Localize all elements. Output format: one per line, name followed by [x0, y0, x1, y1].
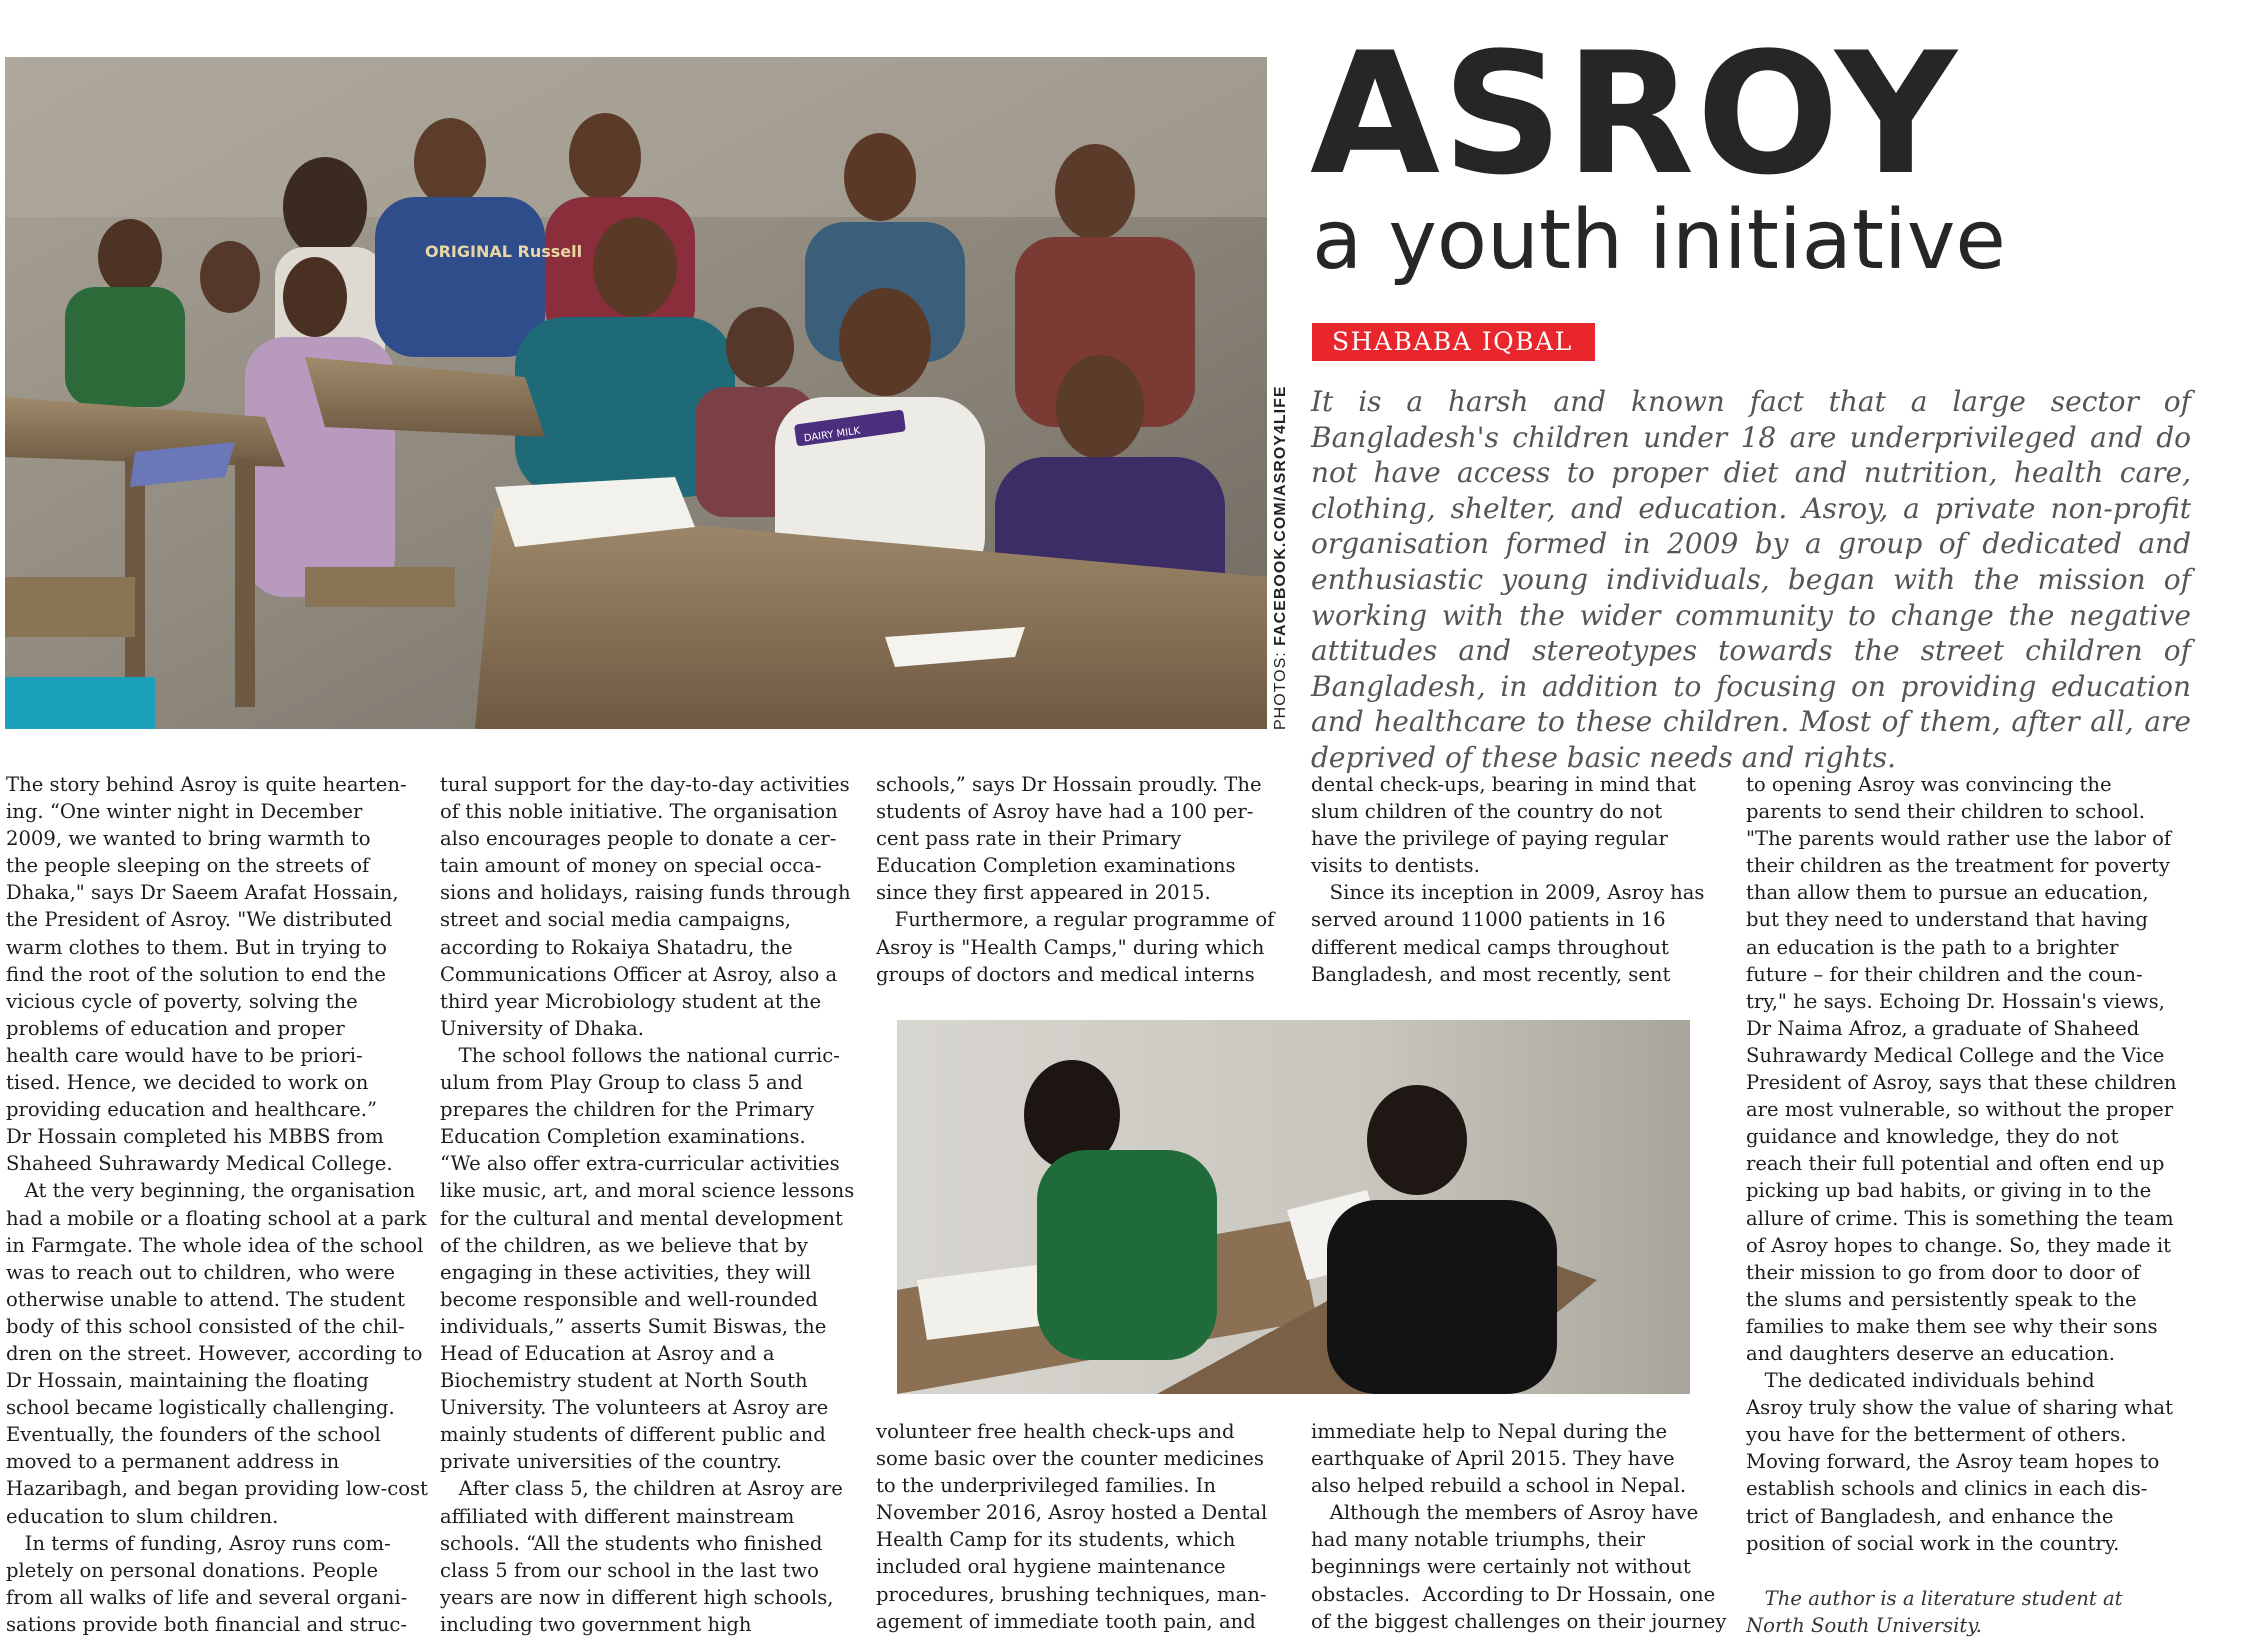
- body-line: “We also offer extra-curricular activities: [440, 1152, 840, 1176]
- body-line: Dr Hossain completed his MBBS from: [6, 1125, 384, 1149]
- body-line: warm clothes to them. But in trying to: [6, 935, 387, 959]
- body-line: sations provide both financial and struc-: [6, 1612, 408, 1636]
- body-line: volunteer free health check-ups and: [876, 1420, 1235, 1443]
- body-line: The school follows the national curric-: [440, 1043, 840, 1067]
- body-line: of the children, as we believe that by: [440, 1233, 808, 1257]
- body-line: groups of doctors and medical interns: [876, 962, 1255, 986]
- body-line: guidance and knowledge, they do not: [1746, 1125, 2119, 1149]
- body-line: families to make them see why their sons: [1746, 1314, 2158, 1338]
- body-column-4-top: [1311, 771, 1741, 1001]
- body-line: Education Completion examinations: [876, 854, 1236, 878]
- body-line: private universities of the country.: [440, 1450, 783, 1474]
- body-line: slum children of the country do not: [1311, 800, 1663, 824]
- body-line: After class 5, the children at Asroy are: [440, 1477, 843, 1501]
- body-line: health care would have to be priori-: [6, 1043, 363, 1067]
- body-line: procedures, brushing techniques, man-: [876, 1582, 1267, 1606]
- body-column-4-bottom: [1311, 1418, 1741, 1648]
- body-line: sions and holidays, raising funds through: [440, 881, 851, 905]
- body-line: In terms of funding, Asroy runs com-: [6, 1531, 391, 1555]
- body-line: their children as the treatment for poverty: [1746, 854, 2170, 878]
- secondary-photo-illustration: [897, 1020, 1690, 1394]
- body-line: tain amount of money on special occa-: [440, 854, 822, 878]
- article-subheadline: a youth initiative: [1312, 193, 2006, 288]
- body-line: become responsible and well-rounded: [440, 1287, 818, 1311]
- body-line: find the root of the solution to end the: [6, 962, 386, 986]
- photo-credit-label: PHOTOS:: [1272, 645, 1289, 730]
- body-line: cent pass rate in their Primary: [876, 827, 1182, 851]
- article-headline: ASROY: [1310, 16, 1959, 212]
- body-column-5: [1746, 771, 2246, 1571]
- body-line: education to slum children.: [6, 1504, 279, 1528]
- main-photo: [5, 57, 1267, 729]
- photo-credit: [1272, 385, 1300, 730]
- body-line: you have for the betterment of others.: [1746, 1423, 2127, 1447]
- body-line: dental check-ups, bearing in mind that: [1311, 773, 1697, 796]
- body-line: students of Asroy have had a 100 per-: [876, 800, 1254, 824]
- body-line: earthquake of April 2015. They have: [1311, 1447, 1675, 1471]
- body-line: Education Completion examinations.: [440, 1125, 806, 1149]
- body-line: Furthermore, a regular programme of: [876, 908, 1275, 932]
- body-column-3-top: [876, 771, 1306, 1001]
- body-line: years are now in different high schools,: [440, 1585, 834, 1609]
- article-intro: It is a harsh and known fact that a large sector of Bangladesh's children under 18 are underprivileged and do not have access to proper diet and nutrition, health care, clothing, shelter, and education. Asroy, a private non-profit organisation formed in 2009 by a group of dedicated and enthusiastic young individuals, began with the mission of working with the wider community to change the negative attitudes and stereotypes towards the street children of Bangladesh, in addition to focusing on providing education and healthcare to these children. Most of them, after all, are deprived of these basic needs and rights.: [1311, 385, 2191, 774]
- body-line: moved to a permanent address in: [6, 1450, 340, 1474]
- body-line: served around 11000 patients in 16: [1311, 908, 1666, 932]
- body-line: immediate help to Nepal during the: [1311, 1420, 1668, 1443]
- body-line: dren on the street. However, according to: [6, 1341, 423, 1365]
- body-line: The dedicated individuals behind: [1746, 1369, 2095, 1393]
- body-line: tised. Hence, we decided to work on: [6, 1071, 369, 1095]
- photo-credit-source: FACEBOOK.COM/ASROY4LIFE: [1272, 385, 1289, 646]
- body-line: since they first appeared in 2015.: [876, 881, 1211, 905]
- body-line: Health Camp for its students, which: [876, 1528, 1236, 1552]
- body-line: also encourages people to donate a cer-: [440, 827, 837, 851]
- body-line: of this noble initiative. The organisation: [440, 800, 838, 824]
- body-line: allure of crime. This is something the team: [1746, 1206, 2174, 1230]
- body-line: individuals,” asserts Sumit Biswas, the: [440, 1314, 827, 1338]
- body-line: obstacles. According to Dr Hossain, one: [1311, 1582, 1716, 1606]
- body-line: vicious cycle of poverty, solving the: [6, 989, 358, 1013]
- body-line: affiliated with different mainstream: [440, 1504, 795, 1528]
- body-line: Bangladesh, and most recently, sent: [1311, 962, 1671, 986]
- body-line: prepares the children for the Primary: [440, 1098, 815, 1122]
- body-line: otherwise unable to attend. The student: [6, 1287, 405, 1311]
- body-line: "The parents would rather use the labor of: [1746, 827, 2172, 851]
- body-line: November 2016, Asroy hosted a Dental: [876, 1501, 1268, 1525]
- body-line: like music, art, and moral science lessons: [440, 1179, 855, 1203]
- author-note: [1746, 1585, 2246, 1645]
- body-line: problems of education and proper: [6, 1016, 345, 1040]
- body-line: class 5 from our school in the last two: [440, 1558, 819, 1582]
- body-line: school became logistically challenging.: [6, 1396, 395, 1420]
- body-line: beginnings were certainly not without: [1311, 1555, 1691, 1579]
- body-line: Dhaka," says Dr Saeem Arafat Hossain,: [6, 881, 399, 905]
- body-line: Hazaribagh, and began providing low-cost: [6, 1477, 428, 1501]
- body-line: some basic over the counter medicines: [876, 1447, 1264, 1471]
- body-line: President of Asroy, says that these children: [1746, 1071, 2177, 1095]
- body-line: University. The volunteers at Asroy are: [440, 1396, 829, 1420]
- body-line: University of Dhaka.: [440, 1016, 644, 1040]
- body-line: Communications Officer at Asroy, also a: [440, 962, 838, 986]
- body-line: mainly students of different public and: [440, 1423, 826, 1447]
- body-line: the slums and persistently speak to the: [1746, 1287, 2137, 1311]
- body-line: the President of Asroy. "We distributed: [6, 908, 393, 932]
- body-line: Shaheed Suhrawardy Medical College.: [6, 1152, 393, 1176]
- body-line: of the biggest challenges on their journey: [1311, 1609, 1727, 1633]
- body-line: have the privilege of paying regular: [1311, 827, 1668, 851]
- body-line: including two government high: [440, 1612, 752, 1636]
- body-line: try," he says. Echoing Dr. Hossain's views,: [1746, 989, 2165, 1013]
- body-line: tural support for the day-to-day activities: [440, 773, 850, 796]
- body-line: also helped rebuild a school in Nepal.: [1311, 1474, 1687, 1498]
- body-line: had a mobile or a floating school at a park: [6, 1206, 427, 1230]
- body-line: Since its inception in 2009, Asroy has: [1311, 881, 1705, 905]
- body-line: schools. “All the students who finished: [440, 1531, 823, 1555]
- body-line: Moving forward, the Asroy team hopes to: [1746, 1450, 2160, 1474]
- body-line: to opening Asroy was convincing the: [1746, 773, 2112, 796]
- body-line: pletely on personal donations. People: [6, 1558, 379, 1582]
- body-line: 2009, we wanted to bring warmth to: [6, 827, 371, 851]
- body-line: for the cultural and mental development: [440, 1206, 843, 1230]
- body-line: Head of Education at Asroy and a: [440, 1341, 775, 1365]
- body-line: and daughters deserve an education.: [1746, 1341, 2115, 1365]
- body-line: Although the members of Asroy have: [1311, 1501, 1699, 1525]
- body-line: according to Rokaiya Shatadru, the: [440, 935, 793, 959]
- body-line: agement of immediate tooth pain, and: [876, 1609, 1256, 1633]
- body-column-3-bottom: [876, 1418, 1306, 1648]
- body-line: their mission to go from door to door of: [1746, 1260, 2140, 1284]
- body-line: included oral hygiene maintenance: [876, 1555, 1226, 1579]
- body-line: reach their full potential and often end up: [1746, 1152, 2165, 1176]
- body-line: Asroy truly show the value of sharing what: [1746, 1396, 2173, 1420]
- body-line: but they need to understand that having: [1746, 908, 2148, 932]
- body-line: of Asroy hopes to change. So, they made it: [1746, 1233, 2171, 1257]
- body-line: trict of Bangladesh, and enhance the: [1746, 1504, 2114, 1528]
- body-line: Biochemistry student at North South: [440, 1369, 808, 1393]
- body-line: Dr Hossain, maintaining the floating: [6, 1369, 369, 1393]
- body-line: from all walks of life and several organi-: [6, 1585, 408, 1609]
- body-line: than allow them to pursue an education,: [1746, 881, 2149, 905]
- body-line: picking up bad habits, or giving in to the: [1746, 1179, 2152, 1203]
- candy-wrapper-text: DAIRY MILK: [803, 425, 861, 445]
- body-line: third year Microbiology student at the: [440, 989, 822, 1013]
- body-line: the people sleeping on the streets of: [6, 854, 370, 878]
- body-line: The story behind Asroy is quite hearten-: [6, 773, 407, 796]
- body-line: parents to send their children to school.: [1746, 800, 2145, 824]
- body-line: schools,” says Dr Hossain proudly. The: [876, 773, 1262, 796]
- tshirt-text: ORIGINAL Russell: [425, 242, 583, 261]
- body-line: an education is the path to a brighter: [1746, 935, 2119, 959]
- secondary-photo: [897, 1020, 1690, 1394]
- body-column-2: [440, 771, 870, 1641]
- body-line: different medical camps throughout: [1311, 935, 1669, 959]
- body-line: ing. “One winter night in December: [6, 800, 363, 824]
- body-line: The author is a literature student at: [1746, 1587, 2123, 1610]
- body-line: was to reach out to children, who were: [6, 1260, 395, 1284]
- body-line: to the underprivileged families. In: [876, 1474, 1217, 1498]
- body-line: Suhrawardy Medical College and the Vice: [1746, 1043, 2165, 1067]
- body-line: street and social media campaigns,: [440, 908, 791, 932]
- body-line: visits to dentists.: [1311, 854, 1480, 878]
- body-line: are most vulnerable, so without the proper: [1746, 1098, 2174, 1122]
- body-line: body of this school consisted of the chil-: [6, 1314, 405, 1338]
- body-line: engaging in these activities, they will: [440, 1260, 812, 1284]
- body-line: At the very beginning, the organisation: [6, 1179, 416, 1203]
- body-line: Dr Naima Afroz, a graduate of Shaheed: [1746, 1016, 2140, 1040]
- body-line: North South University.: [1746, 1614, 1982, 1638]
- body-line: position of social work in the country.: [1746, 1531, 2120, 1555]
- body-line: establish schools and clinics in each dis-: [1746, 1477, 2148, 1501]
- body-line: ulum from Play Group to class 5 and: [440, 1071, 803, 1095]
- body-line: providing education and healthcare.”: [6, 1098, 378, 1122]
- body-line: Asroy is "Health Camps," during which: [876, 935, 1265, 959]
- body-line: in Farmgate. The whole idea of the school: [6, 1233, 424, 1257]
- main-photo-illustration: [5, 57, 1267, 729]
- body-line: Eventually, the founders of the school: [6, 1423, 381, 1447]
- body-line: had many notable triumphs, their: [1311, 1528, 1645, 1552]
- body-column-1: [6, 771, 431, 1641]
- author-byline: SHABABA IQBAL: [1312, 323, 1595, 361]
- body-line: future – for their children and the coun-: [1746, 962, 2143, 986]
